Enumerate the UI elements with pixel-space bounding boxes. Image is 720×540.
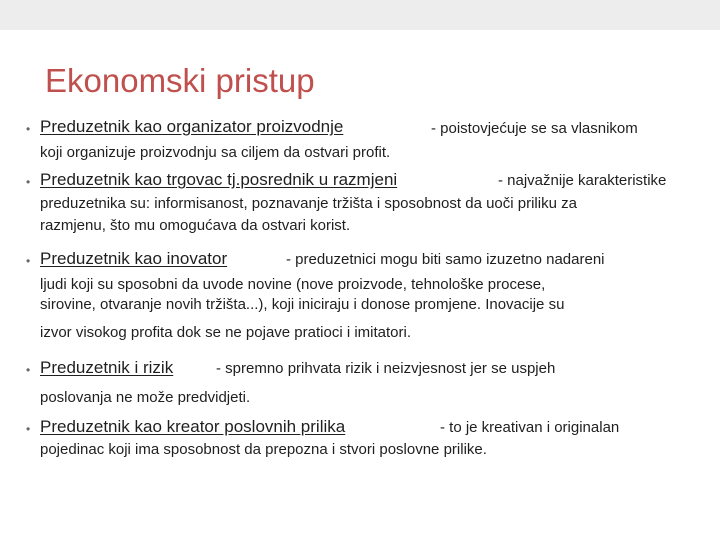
bullet-text-line: - najvažnije karakteristike [498,172,667,189]
bullet-text-line: ljudi koji su sposobni da uvode novine (nove proizvode, tehnološke procese, [40,276,546,293]
bullet-heading: Preduzetnik kao organizator proizvodnje [40,117,344,136]
bullet-text-line: preduzetnika su: informisanost, poznavanje tržišta i sposobnost da uoči priliku za [40,195,577,212]
bullet-text-line: - to je kreativan i originalan [440,419,620,436]
bullet-heading: Preduzetnik kao kreator poslovnih prilika [40,417,346,436]
bullet-heading: Preduzetnik kao inovator [40,249,228,268]
bullet-dot: • [26,254,31,268]
bullet-text-line: sirovine, otvaranje novih tržišta...), koji iniciraju i donose promjene. Inovacije su [40,296,565,313]
bullet-text-line: - preduzetnici mogu biti samo izuzetno nadareni [286,251,605,268]
bullet-dot: • [26,122,31,136]
bullet-heading: Preduzetnik kao trgovac tj.posrednik u razmjeni [40,170,398,189]
bullet-dot: • [26,363,31,377]
bullet-dot: • [26,175,31,189]
bullet-text-line: - poistovjećuje se sa vlasnikom [431,120,638,137]
bullet-text-line: poslovanja ne može predvidjeti. [40,389,251,406]
slide-title: Ekonomski pristup [45,62,315,99]
bullet-text-line: - spremno prihvata rizik i neizvjesnost jer se uspjeh [216,360,556,377]
bullet-text-line: pojedinac koji ima sposobnost da prepozna i stvori poslovne prilike. [40,441,487,458]
bullet-heading: Preduzetnik i rizik [40,358,174,377]
bullet-text-line: izvor visokog profita dok se ne pojave pratioci i imitatori. [40,324,412,341]
bullet-text-line: koji organizuje proizvodnju sa ciljem da ostvari profit. [40,144,391,161]
bullet-dot: • [26,422,31,436]
bullet-text-line: razmjenu, što mu omogućava da ostvari korist. [40,217,351,234]
